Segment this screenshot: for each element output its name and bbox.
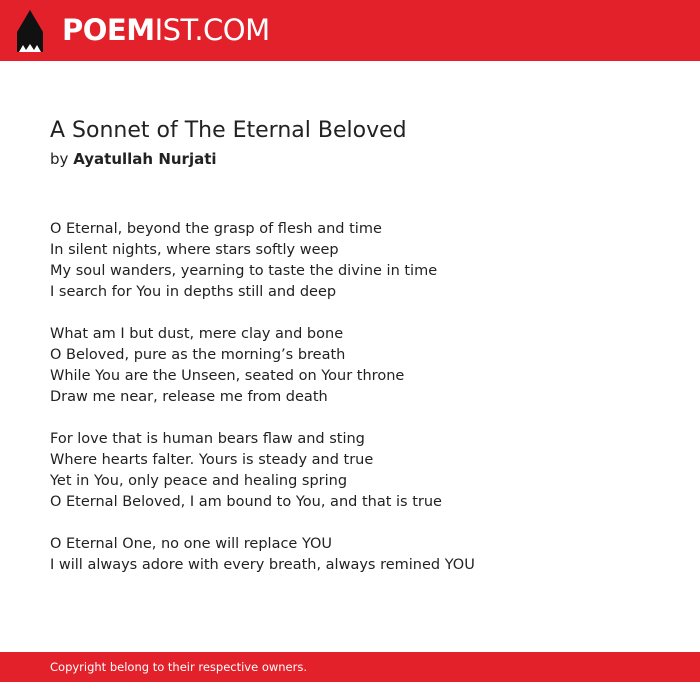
poem-line: What am I but dust, mere clay and bone <box>50 326 344 342</box>
poem-line: Draw me near, release me from death <box>50 389 328 405</box>
poem-line: For love that is human bears flaw and sting <box>50 431 365 447</box>
poem-line: While You are the Unseen, seated on Your throne <box>50 368 405 384</box>
copyright-text: Copyright belong to their respective owners. <box>50 660 308 674</box>
poem-line: O Eternal, beyond the grasp of flesh and time <box>50 221 382 237</box>
stanza <box>50 324 650 408</box>
stanza <box>50 219 650 303</box>
site-footer <box>0 652 700 682</box>
poem-line: I will always adore with every breath, always remined YOU <box>50 557 475 573</box>
stanza <box>50 534 650 576</box>
byline <box>50 150 217 168</box>
poem-body <box>50 219 650 597</box>
stanza <box>50 429 650 513</box>
logo-bold-text: POEM <box>62 13 155 47</box>
poem-line: In silent nights, where stars softly weep <box>50 242 339 258</box>
poem-line: Yet in You, only peace and healing spring <box>50 473 348 489</box>
poem-line: O Beloved, pure as the morning’s breath <box>50 347 346 363</box>
byline-prefix: by <box>50 150 69 168</box>
author-name: Ayatullah Nurjati <box>73 150 217 168</box>
poem-line: I search for You in depths still and deep <box>50 284 337 300</box>
site-logo[interactable] <box>62 12 270 48</box>
poem-line: O Eternal Beloved, I am bound to You, and that is true <box>50 494 442 510</box>
site-header <box>0 0 700 61</box>
poem-title: A Sonnet of The Eternal Beloved <box>50 118 407 143</box>
poem-line: My soul wanders, yearning to taste the divine in time <box>50 263 438 279</box>
logo-light-text: IST.COM <box>154 13 270 47</box>
pencil-icon[interactable] <box>17 10 43 52</box>
poem-line: Where hearts falter. Yours is steady and true <box>50 452 374 468</box>
poem-line: O Eternal One, no one will replace YOU <box>50 536 333 552</box>
